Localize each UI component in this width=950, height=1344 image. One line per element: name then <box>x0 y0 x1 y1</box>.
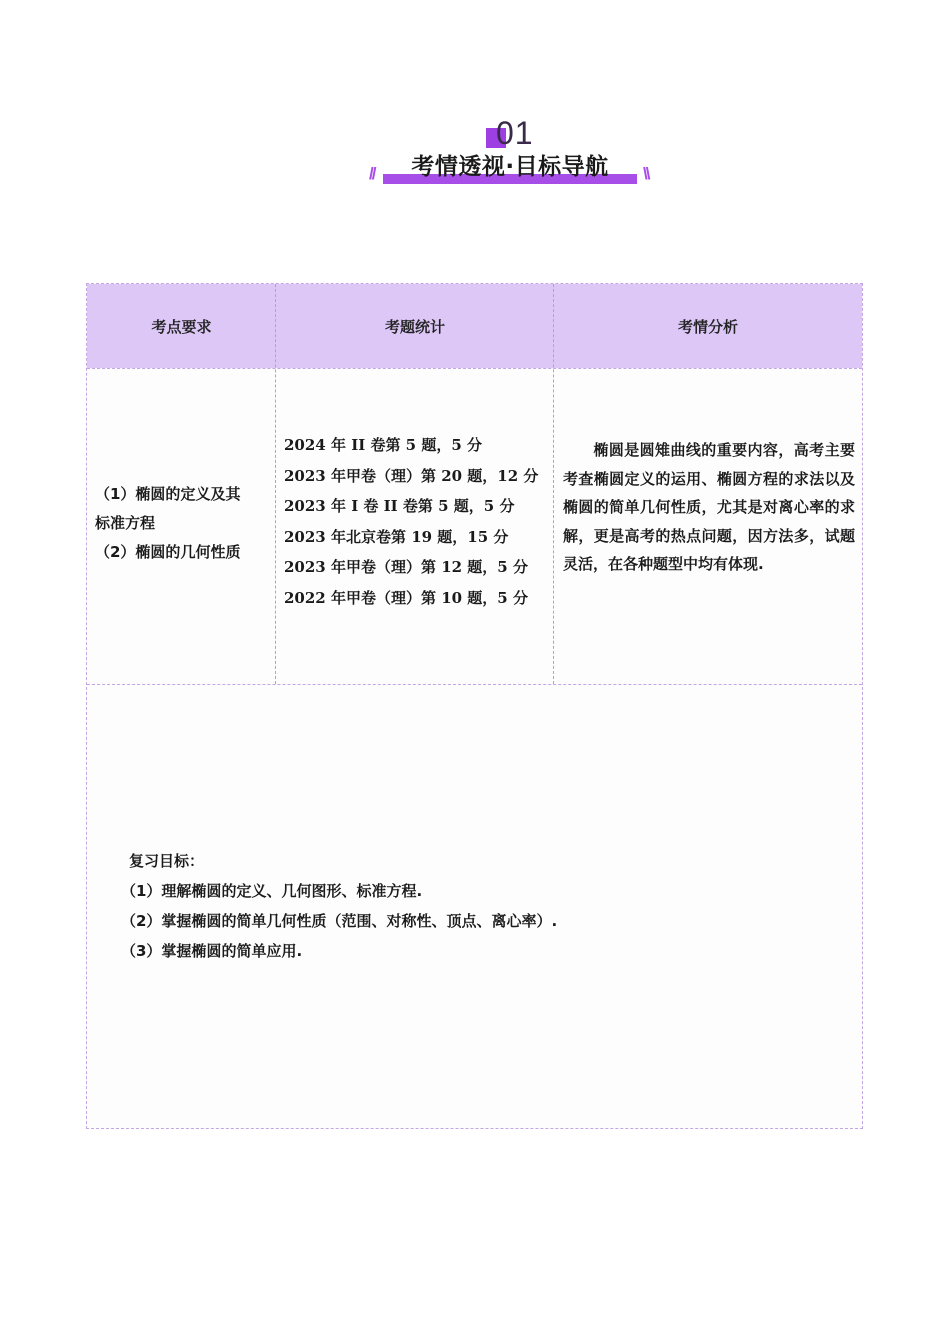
analysis-text: 椭圆是圆雉曲线的重要内容，高考主要考查椭圆定义的运用、椭圆方程的求法以及椭圆的简单几何性质，尤其是对离心率的求解，更是高考的热点问题，因方法多，试题灵活，在各种题型中均有体现. <box>563 441 855 574</box>
statistic-line: 2022 年甲卷（理）第 10 题，5 分 <box>284 588 528 607</box>
header-requirements: 考点要求 <box>151 317 212 336</box>
requirements-cell <box>95 480 273 567</box>
row-divider <box>87 684 862 685</box>
column-divider <box>275 284 276 684</box>
statistic-line: 2023 年甲卷（理）第 12 题，5 分 <box>284 558 528 577</box>
header-statistics: 考题统计 <box>384 317 445 336</box>
statistics-cell <box>284 430 554 614</box>
header-analysis: 考情分析 <box>677 317 738 336</box>
section-title: 考情透视·目标导航 <box>411 154 609 180</box>
statistic-line: 2023 年甲卷（理）第 20 题，12 分 <box>284 466 539 485</box>
requirement-line: （2）椭圆的几何性质 <box>95 543 241 561</box>
right-slash-decoration: \\ <box>643 164 649 183</box>
statistic-line: 2024 年 II 卷第 5 题，5 分 <box>284 436 482 454</box>
requirement-line: 标准方程 <box>95 514 156 532</box>
exam-analysis-table <box>86 283 863 1129</box>
goal-item: （1）理解椭圆的定义、几何图形、标准方程. <box>121 882 423 900</box>
section-header <box>0 108 950 198</box>
row-divider <box>87 368 862 369</box>
goal-item: （3）掌握椭圆的简单应用. <box>121 942 303 960</box>
requirement-line: （1）椭圆的定义及其 <box>95 485 241 503</box>
left-slash-decoration: // <box>369 164 375 183</box>
statistic-line: 2023 年 I 卷 II 卷第 5 题，5 分 <box>284 497 515 516</box>
review-goals <box>121 846 829 966</box>
goals-title: 复习目标： <box>129 852 205 870</box>
statistic-line: 2023 年北京卷第 19 题，15 分 <box>284 527 509 546</box>
goal-item: （2）掌握椭圆的简单几何性质（范围、对称性、顶点、离心率）. <box>121 912 558 930</box>
section-number: 01 <box>496 115 534 151</box>
analysis-cell <box>563 436 855 579</box>
